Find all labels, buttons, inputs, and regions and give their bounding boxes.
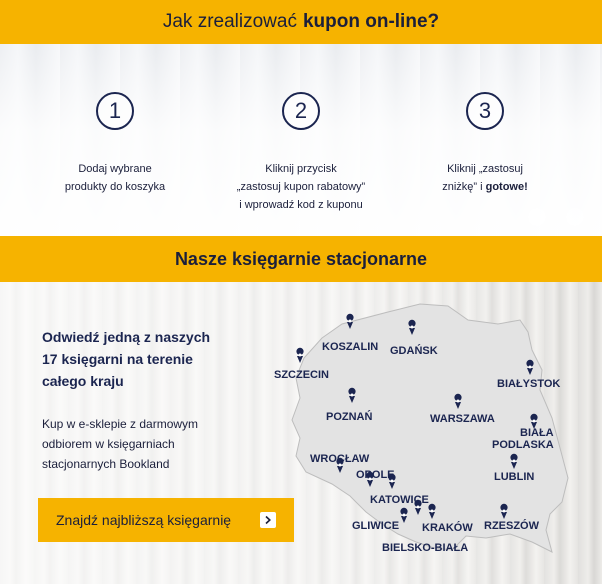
- city-label-rzeszow: RZESZÓW: [484, 520, 539, 532]
- stores-banner-title: Nasze księgarnie stacjonarne: [174, 248, 428, 269]
- stores-heading: [42, 326, 252, 392]
- step-3: [400, 92, 570, 196]
- step-1-line-1: Dodaj wybrane: [78, 163, 152, 175]
- stores-desc-line-1: Kup w e-sklepie z darmowym: [42, 417, 199, 431]
- city-label-biala: BIAŁA: [520, 427, 554, 439]
- find-store-button[interactable]: [38, 498, 294, 542]
- city-label-podlaska: PODLASKA: [492, 439, 554, 451]
- step-3-line-2-bold: gotowe!: [485, 181, 528, 193]
- step-2-line-3: i wprowadź kod z kuponu: [239, 199, 363, 211]
- find-store-button-label: Znajdź najbliższą księgarnię: [56, 512, 232, 528]
- step-3-number: 3: [466, 92, 504, 130]
- stores-description: [42, 414, 252, 474]
- step-3-line-2: [400, 178, 570, 196]
- coupon-steps: [0, 44, 602, 236]
- stores-heading-line-2: 17 księgarni na terenie: [42, 351, 193, 367]
- city-label-lublin: LUBLIN: [494, 471, 535, 483]
- city-label-wroclaw: WROCŁAW: [310, 453, 370, 465]
- city-label-katowice: KATOWICE: [370, 494, 429, 506]
- city-label-koszalin: KOSZALIN: [322, 341, 379, 353]
- step-2-number: 2: [282, 92, 320, 130]
- city-label-poznan: POZNAŃ: [326, 411, 373, 423]
- step-2-line-2: „zastosuj kupon rabatowy”: [236, 181, 366, 193]
- stores-heading-line-1: Odwiedź jedną z naszych: [42, 329, 211, 345]
- stores-desc-line-3: stacjonarnych Bookland: [42, 457, 170, 471]
- step-2-text: [216, 160, 386, 214]
- city-label-opole: OPOLE: [356, 469, 395, 481]
- city-label-krakow: KRAKÓW: [422, 522, 473, 534]
- step-3-text: [400, 160, 570, 196]
- step-1: [30, 92, 200, 196]
- city-label-gliwice: GLIWICE: [352, 520, 400, 532]
- city-label-warszawa: WARSZAWA: [430, 413, 495, 425]
- city-label-szczecin: SZCZECIN: [274, 369, 329, 381]
- coupon-banner-bold: kupon on-line?: [302, 11, 440, 32]
- city-label-bialystok: BIAŁYSTOK: [497, 378, 561, 390]
- step-3-line-2-plain: zniżkę” i: [442, 181, 483, 193]
- step-1-line-2: produkty do koszyka: [64, 181, 166, 193]
- stores-desc-line-2: odbiorem w księgarniach: [42, 437, 175, 451]
- city-label-bielsko-biala: BIELSKO-BIAŁA: [382, 542, 469, 554]
- stores-banner: [0, 236, 602, 282]
- coupon-banner-prefix: Jak zrealizować: [162, 11, 297, 32]
- step-1-text: [30, 160, 200, 196]
- step-2-line-1: Kliknij przycisk: [265, 163, 337, 175]
- step-3-line-1: Kliknij „zastosuj: [447, 163, 523, 175]
- city-label-gdansk: GDAŃSK: [390, 345, 438, 357]
- step-2: [216, 92, 386, 214]
- stores-heading-line-3: całego kraju: [42, 373, 124, 389]
- coupon-banner: [0, 0, 602, 44]
- step-1-number: 1: [96, 92, 134, 130]
- slider-dot-prev[interactable]: [528, 208, 546, 226]
- slider-dot-next[interactable]: [566, 208, 584, 226]
- poland-map: [270, 280, 602, 584]
